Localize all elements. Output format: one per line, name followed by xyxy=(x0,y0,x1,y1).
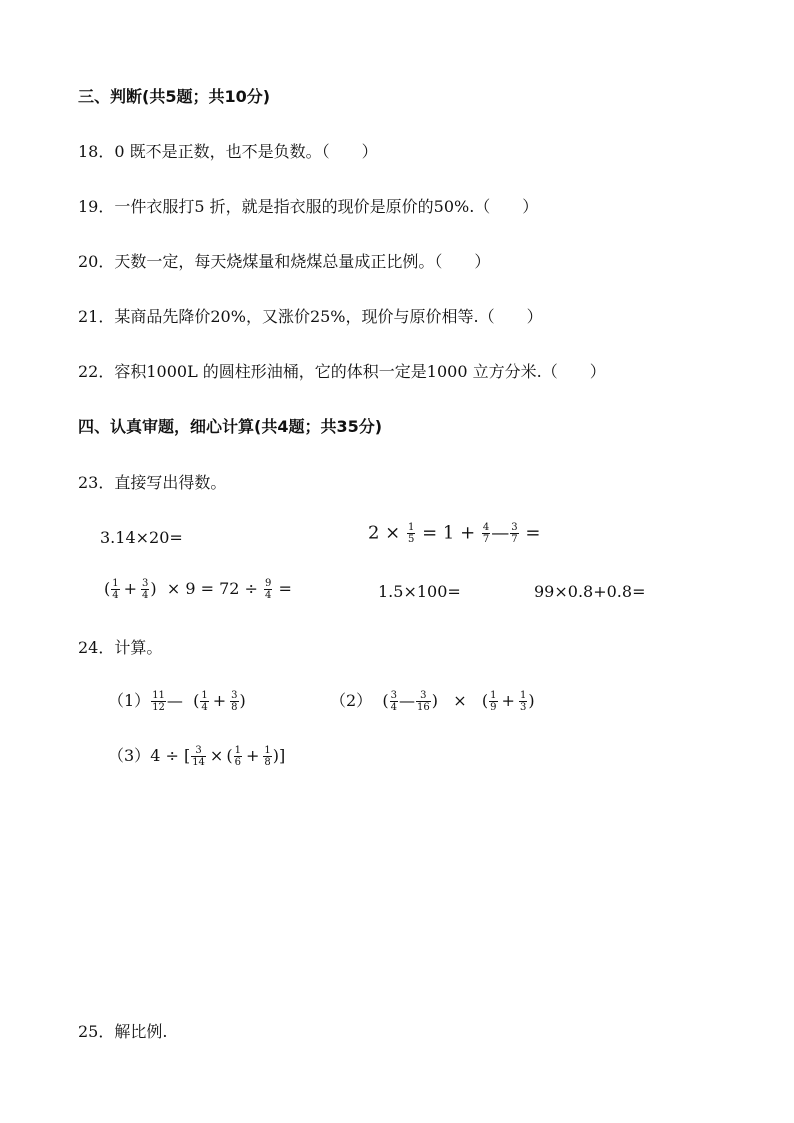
question-number: 23． xyxy=(78,473,115,492)
fraction: $\frac{1}{4}$ xyxy=(201,690,208,713)
question-text: 解比例. xyxy=(114,1022,168,1041)
question-text: 一件衣服打5 折，就是指衣服的现价是原价的50%.（ ） xyxy=(114,197,539,216)
fraction: $\frac{4}{7}$ xyxy=(482,522,490,545)
fraction: $\frac{1}{9}$ xyxy=(490,690,497,713)
fraction: $\frac{9}{4}$ xyxy=(265,578,272,601)
expr-text: 4 ÷ [ xyxy=(150,746,191,765)
fraction: $\frac{3}{8}$ xyxy=(231,690,238,713)
question-20 xyxy=(78,252,490,272)
question-number: 19． xyxy=(78,197,115,216)
fraction: $\frac{1}{5}$ xyxy=(408,522,415,545)
fraction: $\frac{3}{14}$ xyxy=(192,745,205,768)
expr-99-times-0-8: 99×0.8+0.8= xyxy=(534,582,646,601)
question-23 xyxy=(78,473,226,493)
fraction: $\frac{3}{16}$ xyxy=(416,690,430,713)
question-text: 容积1000L 的圆柱形油桶，它的体积一定是1000 立方分米.（ ） xyxy=(114,362,606,381)
section-4-heading: 四、认真审题，细心计算(共4题；共35分) xyxy=(78,417,383,436)
times-sign: × xyxy=(209,746,224,765)
minus-sign: — xyxy=(166,691,183,710)
question-number: 22． xyxy=(78,362,115,381)
plus-sign: + xyxy=(501,691,515,710)
fraction: $\frac{11}{12}$ xyxy=(152,690,165,713)
question-24 xyxy=(78,638,162,658)
times-sign: × xyxy=(453,691,467,710)
expr-3-14-times-20: 3.14×20= xyxy=(100,528,183,547)
calc-part-3 xyxy=(108,745,285,768)
fraction: $\frac{3}{4}$ xyxy=(390,690,397,713)
fraction: $\frac{3}{4}$ xyxy=(142,578,149,601)
question-19 xyxy=(78,197,538,217)
fraction: $\frac{1}{4}$ xyxy=(112,578,119,601)
paren: ( xyxy=(226,746,233,765)
question-text: 直接写出得数。 xyxy=(114,473,227,492)
paren: ( xyxy=(104,579,111,598)
paren: ( xyxy=(382,691,389,710)
fraction: $\frac{1}{3}$ xyxy=(519,690,527,713)
expr-1-5-times-100: 1.5×100= xyxy=(378,582,461,601)
bracket: )] xyxy=(272,746,286,765)
paren: ) xyxy=(239,691,246,710)
equals-sign: = xyxy=(278,579,292,598)
question-18 xyxy=(78,142,378,162)
question-text: 0 既不是正数，也不是负数。（ ） xyxy=(114,142,378,161)
plus-sign: + xyxy=(123,579,138,598)
question-number: 20． xyxy=(78,252,115,271)
expr-fraction-chain xyxy=(368,522,540,545)
equals-sign: = xyxy=(525,522,541,544)
part-label: （1） xyxy=(108,691,151,710)
calc-part-2 xyxy=(330,690,535,713)
question-text: 天数一定，每天烧煤量和烧煤总量成正比例。（ ） xyxy=(114,252,491,271)
paren: ( xyxy=(481,691,489,710)
question-text: 计算。 xyxy=(114,638,163,657)
minus-sign: — xyxy=(398,691,415,710)
minus-sign: — xyxy=(491,522,510,544)
question-25 xyxy=(78,1022,167,1042)
question-number: 18． xyxy=(78,142,115,161)
expr-text: × 9 = 72 ÷ xyxy=(166,579,258,598)
part-label: （2） xyxy=(330,691,373,710)
calc-part-1 xyxy=(108,690,246,713)
question-number: 25． xyxy=(78,1022,115,1041)
paren: ( xyxy=(193,691,200,710)
question-number: 24． xyxy=(78,638,115,657)
plus-sign: + xyxy=(212,691,227,710)
paren: ) xyxy=(528,691,535,710)
expr-text: 2 × xyxy=(368,522,401,544)
fraction: $\frac{3}{7}$ xyxy=(511,522,518,545)
expr-text: = 1 + xyxy=(422,522,476,544)
fraction: $\frac{1}{6}$ xyxy=(234,745,241,768)
question-22 xyxy=(78,362,606,382)
expr-sum-times-9 xyxy=(104,578,292,601)
section-3-heading: 三、判断(共5题；共10分) xyxy=(78,87,271,106)
question-text: 某商品先降价20%，又涨价25%，现价与原价相等.（ ） xyxy=(114,307,543,326)
question-21 xyxy=(78,307,543,327)
part-label: （3） xyxy=(108,746,151,765)
plus-sign: + xyxy=(245,746,260,765)
paren: ) xyxy=(150,579,157,598)
paren: ) xyxy=(431,691,438,710)
question-number: 21． xyxy=(78,307,115,326)
fraction: $\frac{1}{8}$ xyxy=(264,745,271,768)
